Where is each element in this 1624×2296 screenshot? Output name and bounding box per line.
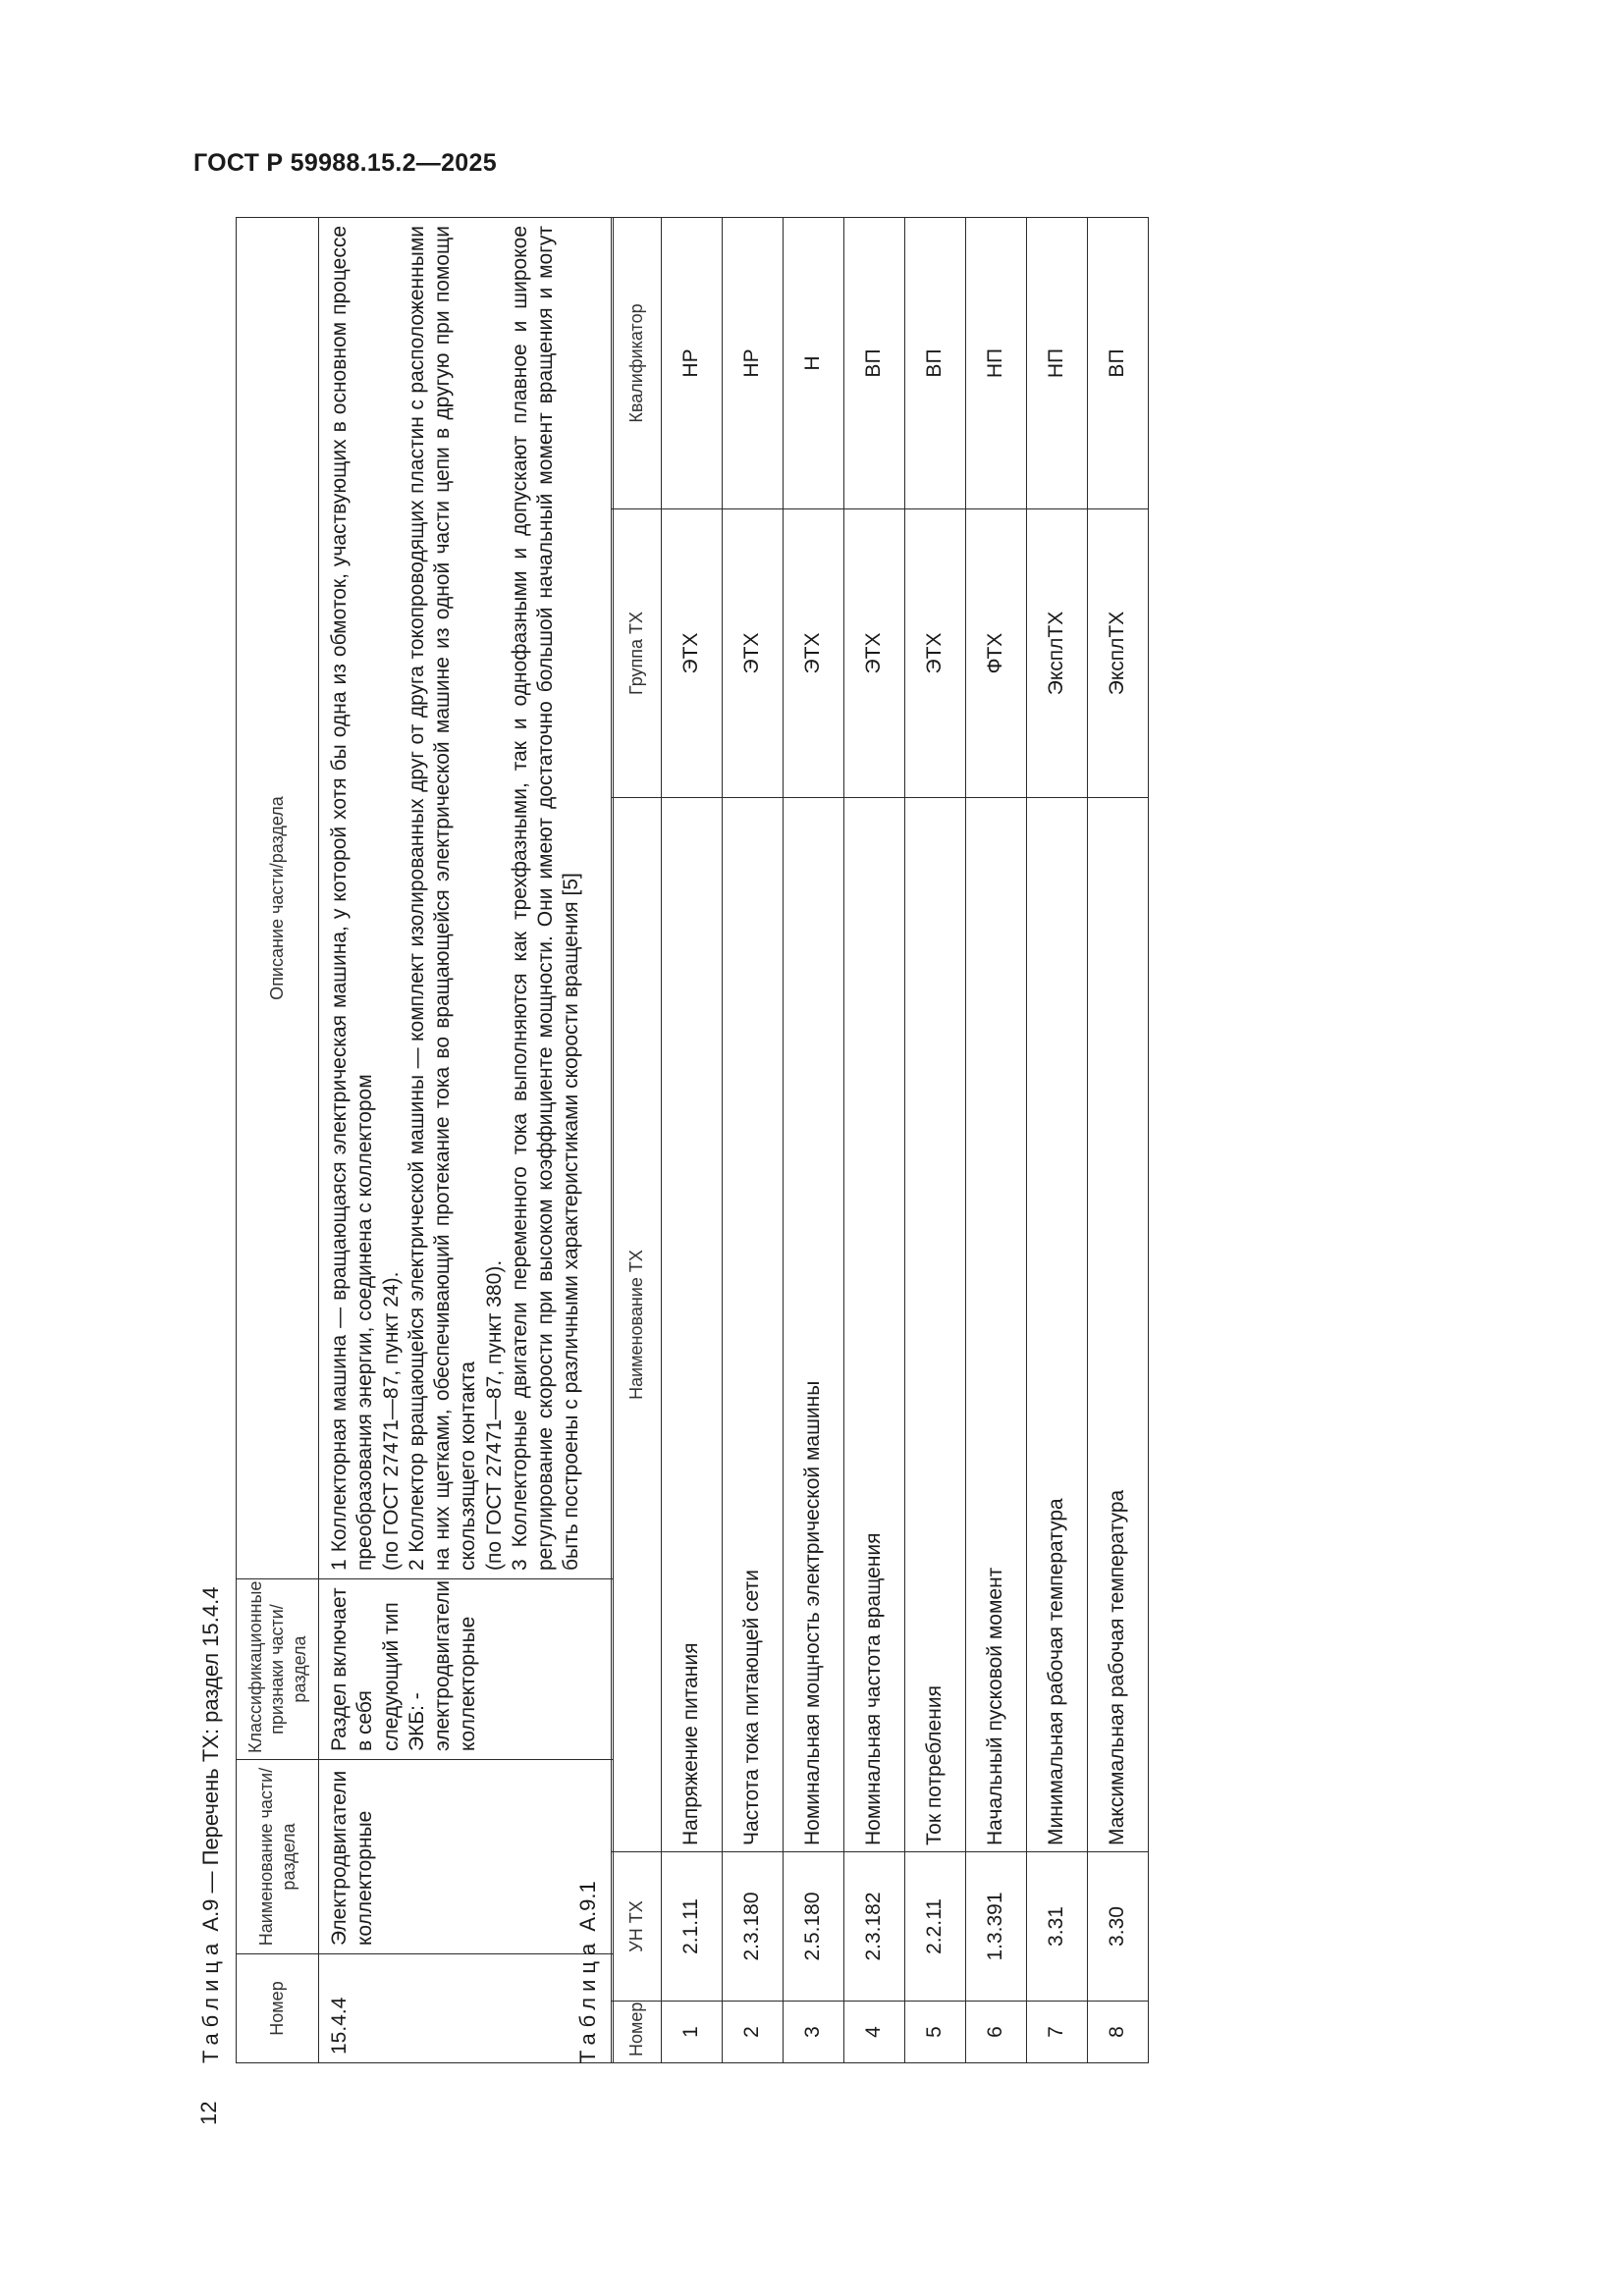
row-name: Номинальная частота вращения	[844, 798, 905, 1852]
row-name: Ток потребления	[905, 798, 966, 1852]
table-row	[723, 218, 784, 2063]
table-a9-header-row	[237, 218, 319, 2063]
row-code: 3.30	[1088, 1852, 1149, 2002]
table-a91-col-group: Группа ТХ	[612, 509, 662, 798]
row-group: ЭТХ	[784, 509, 844, 798]
row-qualifier: НП	[1027, 218, 1088, 509]
row-name: Частота тока питающей сети	[723, 798, 784, 1852]
description-ref-2: (по ГОСТ 27471—87, пункт 380).	[482, 1259, 506, 1571]
row-number: 1	[662, 2002, 723, 2063]
table-row	[905, 218, 966, 2063]
row-number: 4	[844, 2002, 905, 2063]
row-number: 7	[1027, 2002, 1088, 2063]
table-a91-caption-text: А.9.1	[575, 1881, 600, 1932]
document-code: ГОСТ Р 59988.15.2—2025	[193, 149, 497, 177]
row-number: 2	[723, 2002, 784, 2063]
row-qualifier: ВП	[1088, 218, 1149, 509]
row-name: Минимальная рабочая температура	[1027, 798, 1088, 1852]
description-note-3: 3 Коллекторные двигатели переменного тока выполняются как трехфазными, так и однофазными и допускают плавное и широкое регулирование скорости при высоком коэффициенте мощности. Они имеют достаточно большой начальный момент вращения и могут быть построены с различными характеристиками скорости вращения [5]	[508, 226, 583, 1571]
table-a9	[236, 217, 614, 2063]
table-a91-col-name: Наименование ТХ	[612, 798, 662, 1852]
row-name: Начальный пусковой момент	[966, 798, 1027, 1852]
row-number: 6	[966, 2002, 1027, 2063]
table-a91-header-row	[612, 218, 662, 2063]
row-code: 3.31	[1027, 1852, 1088, 2002]
page-number: 12	[196, 2101, 221, 2125]
row-number: 8	[1088, 2002, 1149, 2063]
row-qualifier: НР	[662, 218, 723, 509]
row-name: Номинальная мощность электрической машины	[784, 798, 844, 1852]
table-a91-col-qualifier: Квалификатор	[612, 218, 662, 509]
row-qualifier: Н	[784, 218, 844, 509]
row-group: ЭксплТХ	[1088, 509, 1149, 798]
row-number: 3	[784, 2002, 844, 2063]
table-a91-caption	[575, 1881, 601, 2063]
table-a9-cell-description	[319, 218, 614, 1579]
row-code: 2.5.180	[784, 1852, 844, 2002]
table-row	[1088, 218, 1149, 2063]
row-code: 2.2.11	[905, 1852, 966, 2002]
table-a9-cell-name: Электродвигатели коллекторные	[319, 1760, 614, 1954]
table-row	[844, 218, 905, 2063]
table-a9-caption	[198, 1587, 224, 2063]
table-a9-col-description: Описание части/раздела	[237, 218, 319, 1579]
description-note-1: 1 Коллекторная машина — вращающаяся электрическая машина, у которой хотя бы одна из обмоток, участвующих в основном процессе преобразования энергии, соединена с коллектором	[328, 226, 377, 1571]
row-qualifier: НР	[723, 218, 784, 509]
row-qualifier: НП	[966, 218, 1027, 509]
description-ref-1: (по ГОСТ 27471—87, пункт 24).	[379, 1271, 403, 1571]
table-row	[1027, 218, 1088, 2063]
row-name: Максимальная рабочая температура	[1088, 798, 1149, 1852]
row-group: ФТХ	[966, 509, 1027, 798]
table-a9-caption-text: А.9 — Перечень ТХ: раздел 15.4.4	[198, 1586, 223, 1932]
rotated-page-content	[196, 226, 1129, 2081]
table-a91-col-code: УН ТХ	[612, 1852, 662, 2002]
table-a9-cell-features: Раздел включает в себя следующий тип ЭКБ: - электродвигатели коллекторные	[319, 1579, 614, 1760]
table-a91-caption-label: Таблица	[575, 1937, 600, 2063]
row-qualifier: ВП	[905, 218, 966, 509]
table-a9-col-number: Номер	[237, 1954, 319, 2063]
table-a91	[611, 217, 1149, 2063]
row-code: 2.3.182	[844, 1852, 905, 2002]
row-code: 1.3.391	[966, 1852, 1027, 2002]
row-number: 5	[905, 2002, 966, 2063]
row-group: ЭТХ	[844, 509, 905, 798]
row-group: ЭТХ	[662, 509, 723, 798]
row-code: 2.3.180	[723, 1852, 784, 2002]
description-note-2: 2 Коллектор вращающейся электрической машины — комплект изолированных друг от друга токопроводящих пластин с расположенными на них щетками, обеспечивающий протекание тока во вращающейся электрической машине из одной части цепи в другую при помощи скользящего контакта	[405, 226, 480, 1571]
row-code: 2.1.11	[662, 1852, 723, 2002]
row-name: Напряжение питания	[662, 798, 723, 1852]
table-a9-cell-number: 15.4.4	[319, 1954, 614, 2063]
row-group: ЭТХ	[905, 509, 966, 798]
table-row	[319, 218, 614, 2063]
table-a9-caption-label: Таблица	[198, 1937, 223, 2063]
table-a91-col-number: Номер	[612, 2002, 662, 2063]
row-qualifier: ВП	[844, 218, 905, 509]
table-row	[662, 218, 723, 2063]
table-a9-col-name: Наименование части/ раздела	[237, 1760, 319, 1954]
table-row	[784, 218, 844, 2063]
table-row	[966, 218, 1027, 2063]
table-a9-col-features: Классификационные признаки части/раздела	[237, 1579, 319, 1760]
row-group: ЭТХ	[723, 509, 784, 798]
row-group: ЭксплТХ	[1027, 509, 1088, 798]
